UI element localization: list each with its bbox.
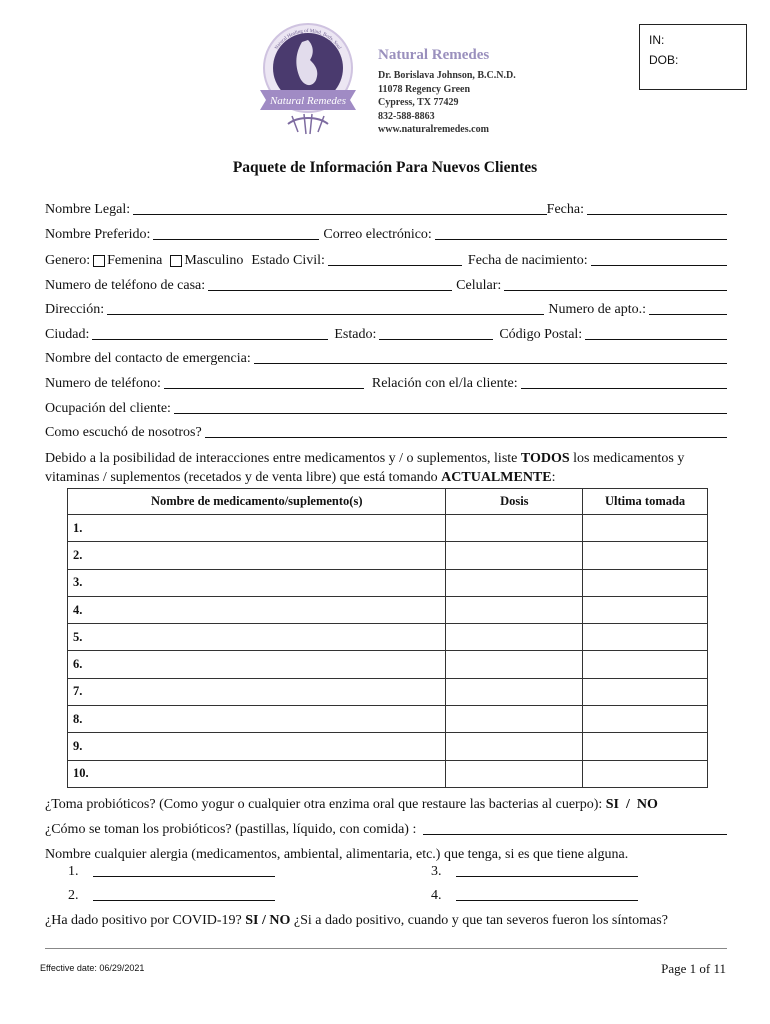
marital-status-field[interactable] (328, 250, 462, 266)
row-allergy-1-3 (68, 860, 668, 880)
logo-name: Natural Remedes (269, 95, 347, 107)
page-number: Page 1 of 11 (661, 961, 726, 976)
last-taken-cell[interactable] (583, 706, 708, 733)
female-label: Femenina (107, 253, 163, 268)
male-checkbox[interactable] (170, 255, 182, 267)
apt-field[interactable] (649, 299, 727, 315)
apt-label: Numero de apto.: (548, 302, 646, 317)
preferred-name-field[interactable] (153, 224, 319, 240)
last-taken-cell[interactable] (583, 624, 708, 651)
address-field[interactable] (107, 299, 544, 315)
referral-label: Como escuchó de nosotros? (45, 425, 202, 440)
allergy-4-field[interactable] (456, 885, 638, 901)
home-phone-label: Numero de teléfono de casa: (45, 278, 206, 293)
address-line-1: 11078 Regency Green (378, 83, 471, 95)
logo-tagline: Natural Healing of Mind, Body, Soul (274, 28, 342, 51)
dose-cell[interactable] (446, 596, 583, 623)
last-taken-header: Ultima tomada (583, 489, 708, 515)
effective-date: Effective date: 06/29/2021 (40, 963, 145, 973)
home-phone-field[interactable] (208, 275, 452, 291)
dose-cell[interactable] (446, 542, 583, 569)
covid-question (45, 911, 735, 930)
legal-name-field[interactable] (133, 199, 547, 215)
last-taken-cell[interactable] (583, 569, 708, 596)
allergy-1-field[interactable] (93, 861, 275, 877)
row-preferred-name (45, 223, 727, 243)
dob-label: DOB: (649, 53, 679, 67)
row-occupation (45, 397, 727, 417)
footer-divider (45, 948, 727, 949)
birth-date-label: Fecha de nacimiento: (467, 253, 588, 268)
last-taken-cell[interactable] (583, 733, 708, 760)
address-label: Dirección: (45, 302, 105, 317)
phone-field[interactable] (164, 373, 364, 389)
probiotics-question-text: ¿Toma probióticos? (Como yogur o cualquier otra enzima oral que restaure las bacterias al cuerpo): (45, 797, 606, 812)
cell-label: Celular: (456, 278, 502, 293)
dose-cell[interactable] (446, 651, 583, 678)
cell-field[interactable] (504, 275, 727, 291)
medication-instructions: Debido a la posibilidad de interacciones entre medicamentos y / o suplementos, liste TODOS los medicamentos y vitaminas / suplementos (recetados y de venta libre) que está tomando ACTUALMENTE: (45, 451, 685, 485)
last-taken-cell[interactable] (583, 542, 708, 569)
medication-row (68, 760, 708, 787)
dose-cell[interactable] (446, 678, 583, 705)
allergy-2-label: 2. (68, 888, 79, 903)
state-field[interactable] (379, 324, 493, 340)
row-address (45, 298, 727, 318)
medication-name-cell[interactable]: 9. (68, 733, 446, 760)
email-label: Correo electrónico: (323, 227, 432, 242)
gender-label: Genero: (45, 253, 91, 268)
medication-row (68, 569, 708, 596)
medication-name-cell[interactable]: 5. (68, 624, 446, 651)
row-probiotics-form (45, 818, 727, 838)
in-label: IN: (649, 33, 665, 47)
referral-field[interactable] (205, 422, 727, 438)
row-gender (45, 249, 727, 269)
row-home-phone (45, 274, 727, 294)
last-taken-cell[interactable] (583, 760, 708, 787)
preferred-name-label: Nombre Preferido: (45, 227, 151, 242)
city-field[interactable] (92, 324, 328, 340)
row-legal-name (45, 198, 727, 218)
allergy-4-label: 4. (431, 888, 442, 903)
address-line-2: Cypress, TX 77429 (378, 97, 459, 108)
last-taken-cell[interactable] (583, 515, 708, 542)
date-field[interactable] (587, 199, 727, 215)
form-title: Paquete de Información Para Nuevos Clientes (232, 159, 538, 176)
clinic-logo (258, 20, 358, 140)
state-label: Estado: (334, 327, 377, 342)
email-field[interactable] (435, 224, 727, 240)
city-label: Ciudad: (45, 327, 90, 342)
medication-name-cell[interactable]: 4. (68, 596, 446, 623)
medication-name-cell[interactable]: 1. (68, 515, 446, 542)
intake-id-box (639, 24, 747, 90)
row-phone (45, 372, 727, 392)
emergency-contact-field[interactable] (254, 348, 727, 364)
clinic-website: www.naturalremedes.com (378, 124, 489, 135)
row-emergency-contact (45, 347, 727, 367)
dose-cell[interactable] (446, 624, 583, 651)
medication-row (68, 596, 708, 623)
medication-name-cell[interactable]: 2. (68, 542, 446, 569)
allergies-prompt: Nombre cualquier alergia (medicamentos, ambiental, alimentaria, etc.) que tenga, si es que tiene alguna. (45, 847, 629, 862)
probiotics-form-field[interactable] (423, 819, 727, 835)
medication-row (68, 651, 708, 678)
occupation-field[interactable] (174, 398, 727, 414)
last-taken-cell[interactable] (583, 651, 708, 678)
allergy-3-label: 3. (431, 864, 442, 879)
medication-row (68, 542, 708, 569)
medication-row (68, 624, 708, 651)
dose-cell[interactable] (446, 760, 583, 787)
covid-yes-no[interactable]: SI / NO (245, 913, 291, 928)
relationship-field[interactable] (521, 373, 727, 389)
legal-name-label: Nombre Legal: (45, 202, 131, 217)
medication-row (68, 515, 708, 542)
female-checkbox[interactable] (93, 255, 105, 267)
phone-label: Numero de teléfono: (45, 376, 161, 391)
medication-row (68, 678, 708, 705)
dose-header: Dosis (446, 489, 583, 515)
emergency-contact-label: Nombre del contacto de emergencia: (45, 351, 251, 366)
last-taken-cell[interactable] (583, 596, 708, 623)
doctor-name: Dr. Borislava Johnson, B.C.N.D. (378, 70, 516, 81)
medication-row (68, 706, 708, 733)
medication-name-cell[interactable]: 6. (68, 651, 446, 678)
clinic-name: Natural Remedes (378, 47, 490, 63)
probiotics-yes-no[interactable]: SI / NO (605, 797, 658, 812)
covid-question-text: ¿Ha dado positivo por COVID-19? (45, 913, 246, 928)
row-allergy-2-4 (68, 884, 668, 904)
row-referral (45, 421, 727, 441)
dose-cell[interactable] (446, 733, 583, 760)
medication-name-cell[interactable]: 3. (68, 569, 446, 596)
male-label: Masculino (184, 253, 244, 268)
medication-table (67, 488, 708, 788)
allergy-3-field[interactable] (456, 861, 638, 877)
medication-name-cell[interactable]: 7. (68, 678, 446, 705)
medication-name-cell[interactable]: 8. (68, 706, 446, 733)
allergy-2-field[interactable] (93, 885, 275, 901)
clinic-phone: 832-588-8863 (378, 110, 435, 122)
dose-cell[interactable] (446, 706, 583, 733)
medication-row (68, 733, 708, 760)
zip-field[interactable] (585, 324, 727, 340)
birth-date-field[interactable] (591, 250, 727, 266)
probiotics-form-label: ¿Cómo se toman los probióticos? (pastillas, líquido, con comida) : (45, 822, 417, 837)
probiotics-question (45, 795, 735, 814)
relationship-label: Relación con el/la cliente: (371, 376, 518, 391)
allergy-1-label: 1. (68, 864, 79, 879)
medication-name-cell[interactable]: 10. (68, 760, 446, 787)
date-label: Fecha: (546, 202, 584, 217)
dose-cell[interactable] (446, 569, 583, 596)
marital-status-label: Estado Civil: (251, 253, 325, 268)
clinic-info (378, 47, 578, 137)
row-city (45, 323, 727, 343)
last-taken-cell[interactable] (583, 678, 708, 705)
zip-label: Código Postal: (499, 327, 583, 342)
dose-cell[interactable] (446, 515, 583, 542)
occupation-label: Ocupación del cliente: (45, 401, 171, 416)
covid-severity-text: ¿Si a dado positivo, cuando y que tan severos fueron los síntomas? (290, 913, 668, 928)
medication-name-header: Nombre de medicamento/suplemento(s) (68, 489, 446, 515)
